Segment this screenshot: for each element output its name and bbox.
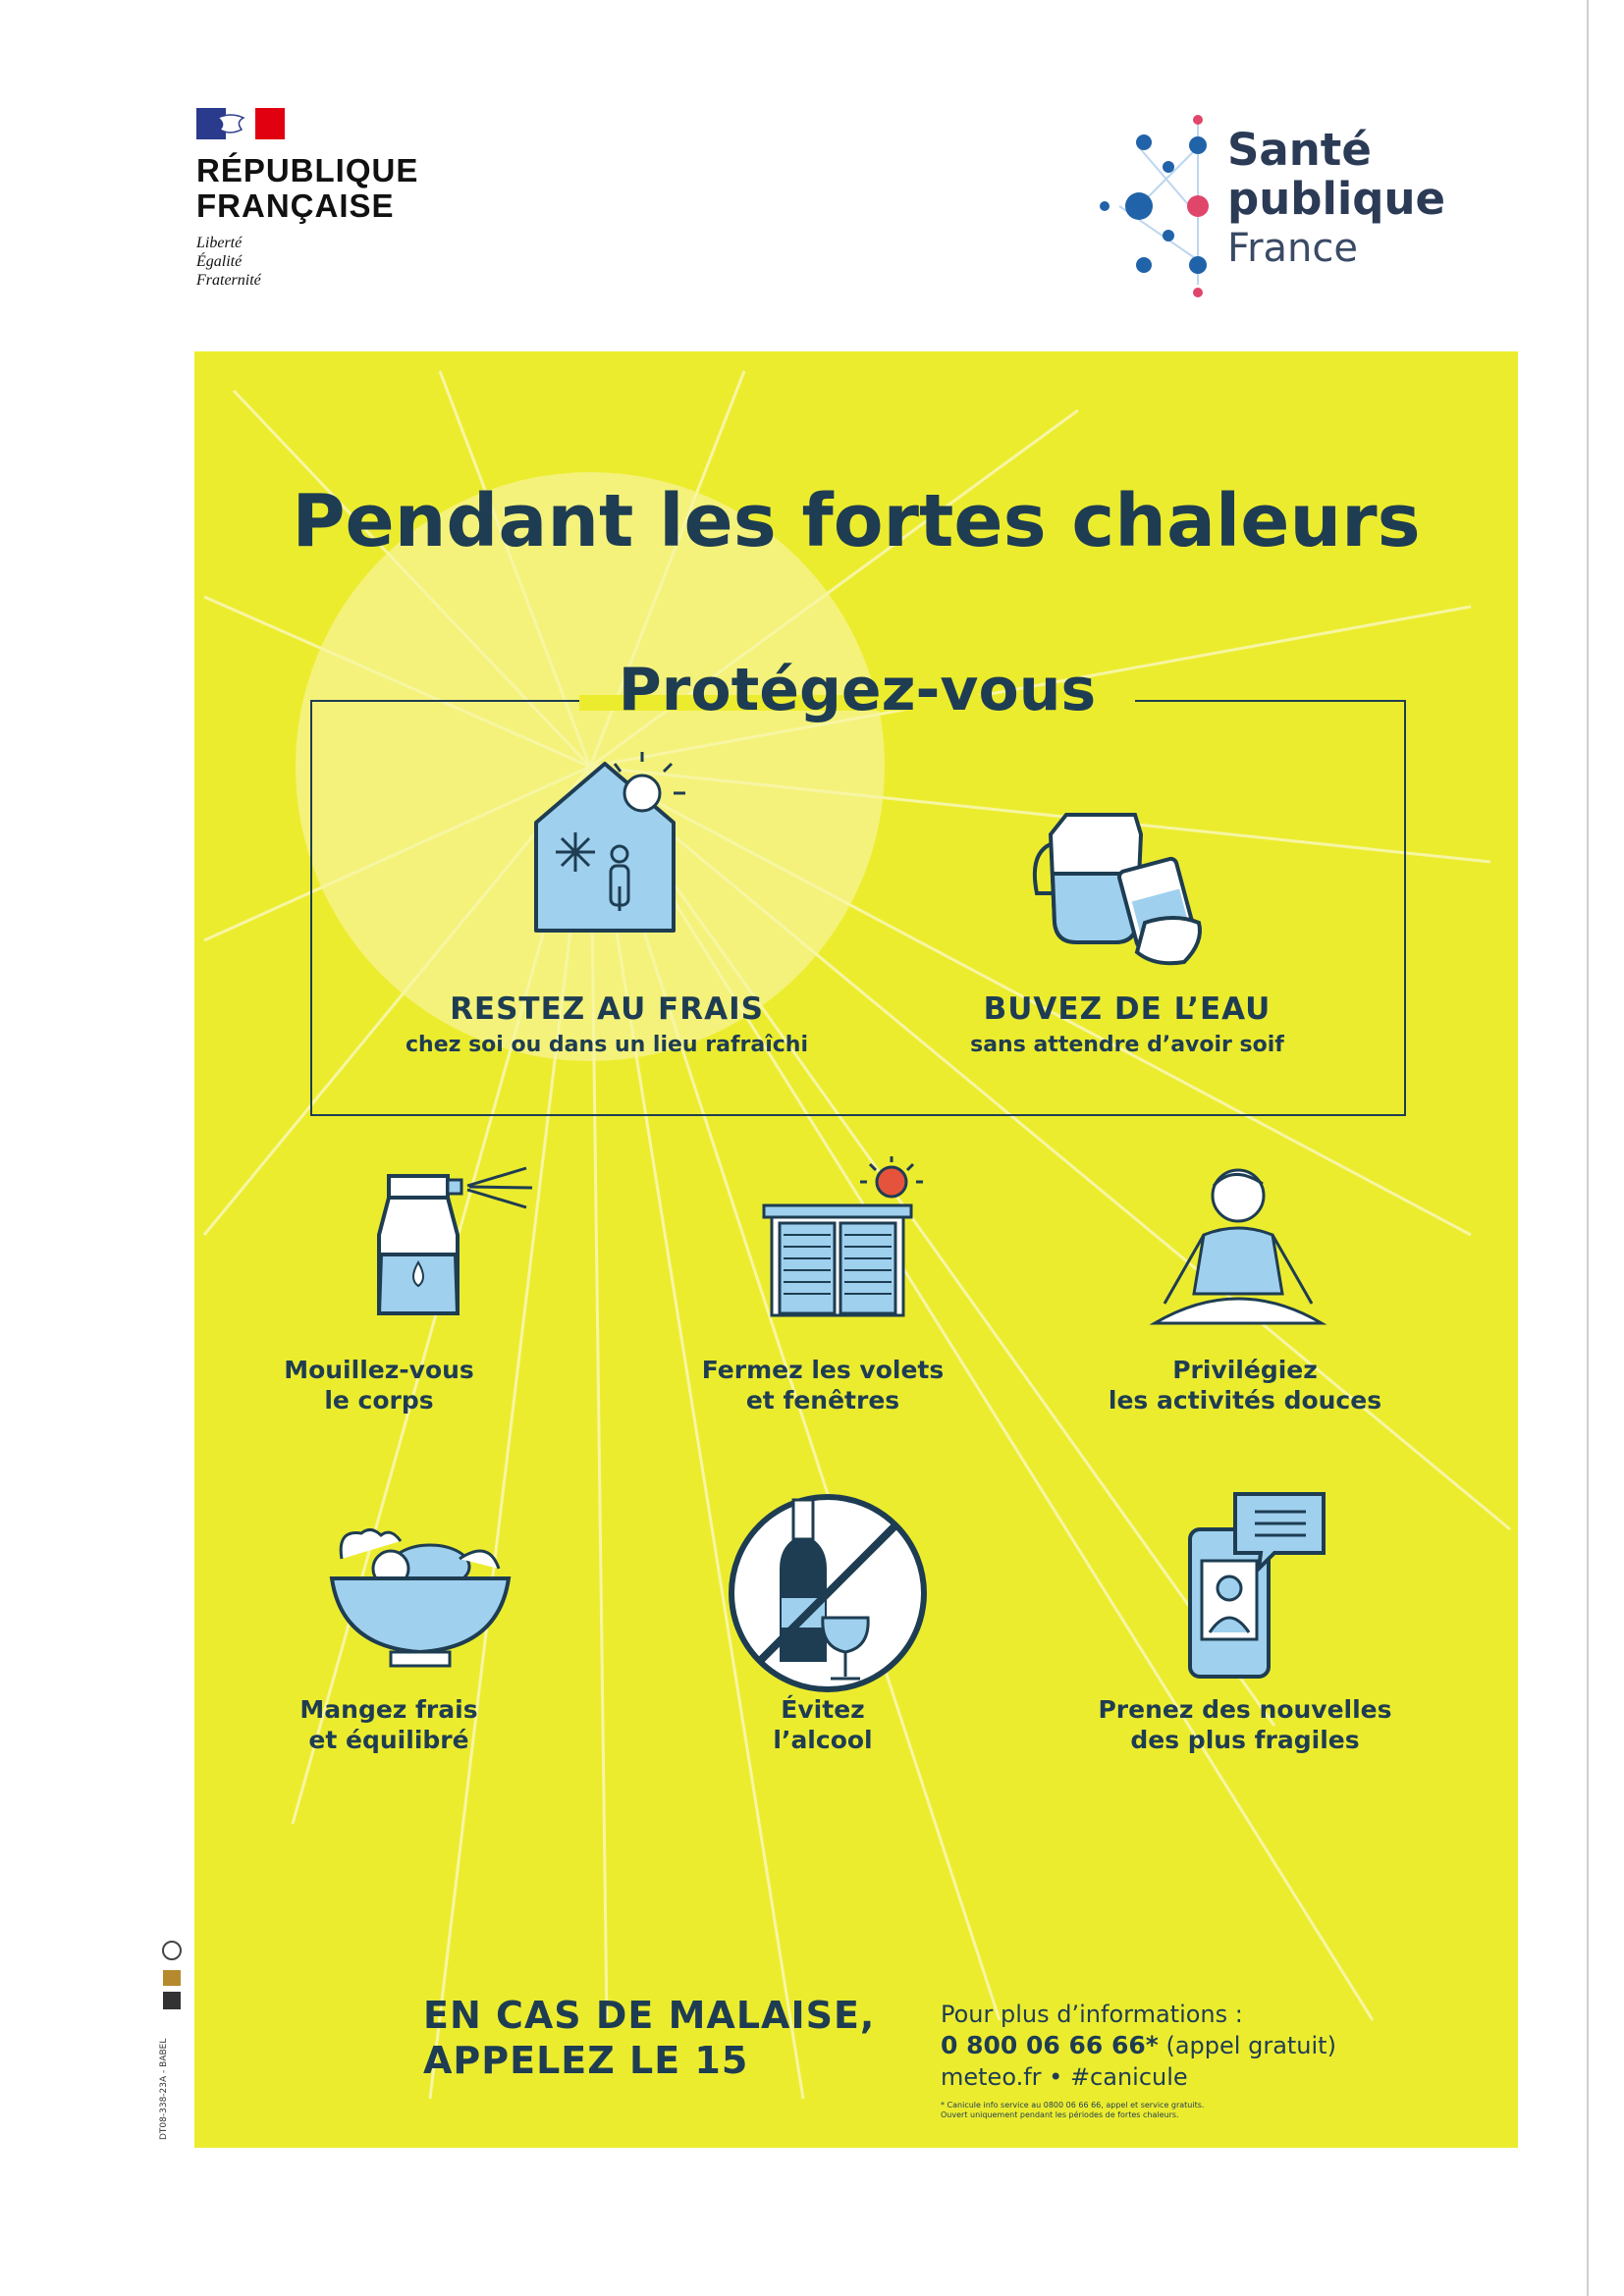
rf-name	[196, 153, 418, 224]
main-action-water	[901, 991, 1353, 1057]
side-code: DT08-338-23A - BABEL	[159, 2038, 169, 2140]
marianne-flag-icon	[196, 108, 285, 139]
rf-name-line2: FRANÇAISE	[196, 187, 395, 224]
spf-line2: publique	[1227, 173, 1446, 225]
meditation-person-icon	[1135, 1156, 1341, 1333]
tip-avoid-alcohol-line2: l’alcool	[773, 1726, 873, 1754]
motto-fraternite: Fraternité	[196, 272, 261, 289]
tip-check-fragile	[1058, 1694, 1432, 1755]
spf-line1: Santé	[1227, 124, 1372, 176]
main-action-cool-detail: chez soi ou dans un lieu rafraîchi	[406, 1033, 808, 1057]
poster-title: Pendant les fortes chaleurs	[292, 479, 1421, 563]
spray-bottle-icon	[359, 1166, 546, 1323]
info-phone-note: (appel gratuit)	[1165, 2032, 1336, 2059]
republique-francaise-logo	[196, 108, 418, 290]
rf-motto	[196, 234, 418, 290]
phone-message-icon	[1186, 1490, 1333, 1686]
poster	[194, 351, 1518, 2148]
info-title: Pour plus d’informations :	[941, 2001, 1243, 2028]
main-action-water-label: BUVEZ DE L’EAU	[983, 991, 1272, 1027]
tip-close-shutters	[676, 1355, 970, 1415]
motto-liberte: Liberté	[196, 235, 243, 251]
sante-publique-france-logo	[1090, 108, 1446, 308]
tip-gentle-activities	[1078, 1355, 1412, 1415]
molecule-dots-icon	[1090, 108, 1227, 304]
main-action-cool	[361, 991, 852, 1057]
cool-house-icon	[526, 744, 703, 940]
main-action-cool-label: RESTEZ AU FRAIS	[450, 991, 764, 1027]
info-block	[941, 1999, 1336, 2120]
info-fine-1: * Canicule info service au 0800 06 66 66, appel et service gratuits.	[941, 2101, 1205, 2109]
tip-gentle-activities-line1: Privilégiez	[1172, 1356, 1318, 1384]
emergency-line1: EN CAS DE MALAISE,	[423, 1994, 876, 2037]
main-action-water-detail: sans attendre d’avoir soif	[970, 1033, 1284, 1057]
motto-egalite: Égalité	[196, 253, 243, 270]
salad-bowl-icon	[322, 1520, 518, 1677]
print-code-strip	[157, 1939, 187, 2145]
emergency-call	[423, 1993, 875, 2083]
spf-line3: France	[1227, 226, 1359, 271]
tip-check-fragile-line2: des plus fragiles	[1130, 1726, 1360, 1754]
info-web: meteo.fr • #canicule	[941, 2063, 1188, 2091]
tip-gentle-activities-line2: les activités douces	[1108, 1386, 1382, 1415]
tip-wet-body	[242, 1355, 516, 1415]
tip-check-fragile-line1: Prenez des nouvelles	[1098, 1695, 1392, 1724]
tip-eat-fresh-line2: et équilibré	[308, 1726, 469, 1754]
spf-wordmark	[1227, 126, 1445, 273]
tip-avoid-alcohol-line1: Évitez	[781, 1695, 865, 1724]
emergency-line2: APPELEZ LE 15	[423, 2039, 749, 2082]
poster-subtitle: Protégez-vous	[618, 656, 1097, 724]
tip-eat-fresh	[242, 1694, 536, 1755]
tip-eat-fresh-line1: Mangez frais	[299, 1695, 478, 1724]
rf-name-line1: RÉPUBLIQUE	[196, 152, 419, 188]
tip-close-shutters-line1: Fermez les volets	[701, 1356, 945, 1384]
info-fine-2: Ouvert uniquement pendant les périodes de fortes chaleurs.	[941, 2110, 1179, 2119]
info-phone: 0 800 06 66 66*	[941, 2031, 1159, 2059]
tip-avoid-alcohol	[715, 1694, 931, 1755]
shutters-icon	[754, 1156, 931, 1333]
tip-wet-body-line2: le corps	[324, 1386, 434, 1415]
page-edge	[1587, 0, 1589, 2296]
water-jug-glass-icon	[1027, 775, 1223, 972]
tip-wet-body-line1: Mouillez-vous	[284, 1356, 474, 1384]
no-alcohol-icon	[725, 1490, 931, 1696]
tip-close-shutters-line2: et fenêtres	[745, 1386, 900, 1415]
